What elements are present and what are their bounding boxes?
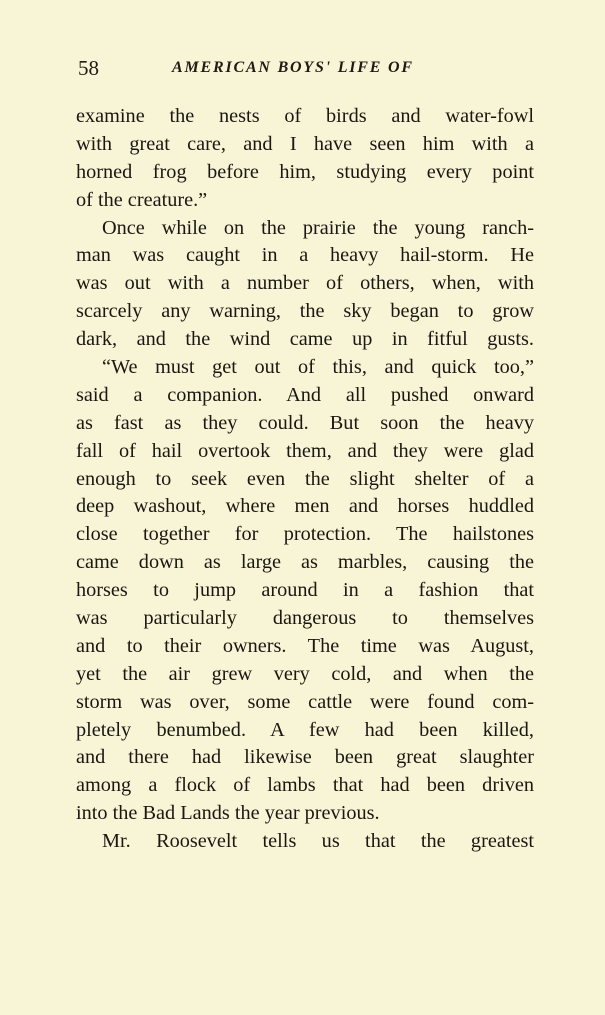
paragraph-start-line: Mr. Roosevelt tells us that the greatest [102, 830, 534, 853]
page-header [78, 56, 533, 86]
paragraph-start-line: Once while on the prairie the young ranch- [102, 216, 534, 239]
text-line: was out with a number of others, when, with [76, 272, 534, 295]
text-line: as fast as they could. But soon the heavy [76, 411, 534, 434]
paragraph-end-line: into the Bad Lands the year previous. [76, 802, 380, 825]
page-number: 58 [78, 56, 99, 80]
text-line: man was caught in a heavy hail-storm. He [76, 244, 534, 267]
text-line: and to their owners. The time was August, [76, 634, 534, 657]
paragraph-end-line: of the creature.” [76, 188, 208, 211]
text-line: among a flock of lambs that had been driven [76, 774, 534, 797]
text-line: storm was over, some cattle were found com- [76, 690, 534, 713]
text-line: examine the nests of birds and water-fowl [76, 105, 534, 127]
text-line: and there had likewise been great slaughter [76, 746, 534, 769]
text-line: yet the air grew very cold, and when the [76, 662, 534, 685]
paragraph-start-line: “We must get out of this, and quick too,” [102, 356, 534, 379]
text-line: said a companion. And all pushed onward [76, 383, 534, 406]
body-text [76, 103, 534, 856]
text-line: pletely benumbed. A few had been killed, [76, 718, 534, 741]
text-line: came down as large as marbles, causing the [76, 551, 534, 574]
text-line: with great care, and I have seen him with a [76, 132, 534, 155]
text-line: horned frog before him, studying every point [76, 160, 534, 183]
running-head: AMERICAN BOYS' LIFE OF [172, 59, 414, 76]
text-line: was particularly dangerous to themselves [76, 607, 534, 630]
text-line: fall of hail overtook them, and they were glad [76, 439, 534, 462]
text-line: deep washout, where men and horses huddled [76, 495, 534, 518]
text-line: close together for protection. The hailstones [76, 523, 534, 546]
text-line: horses to jump around in a fashion that [76, 579, 534, 602]
text-line: scarcely any warning, the sky began to grow [76, 300, 534, 323]
text-line: enough to seek even the slight shelter of a [76, 467, 534, 490]
paragraph-end-line: dark, and the wind came up in fitful gusts. [76, 328, 534, 351]
